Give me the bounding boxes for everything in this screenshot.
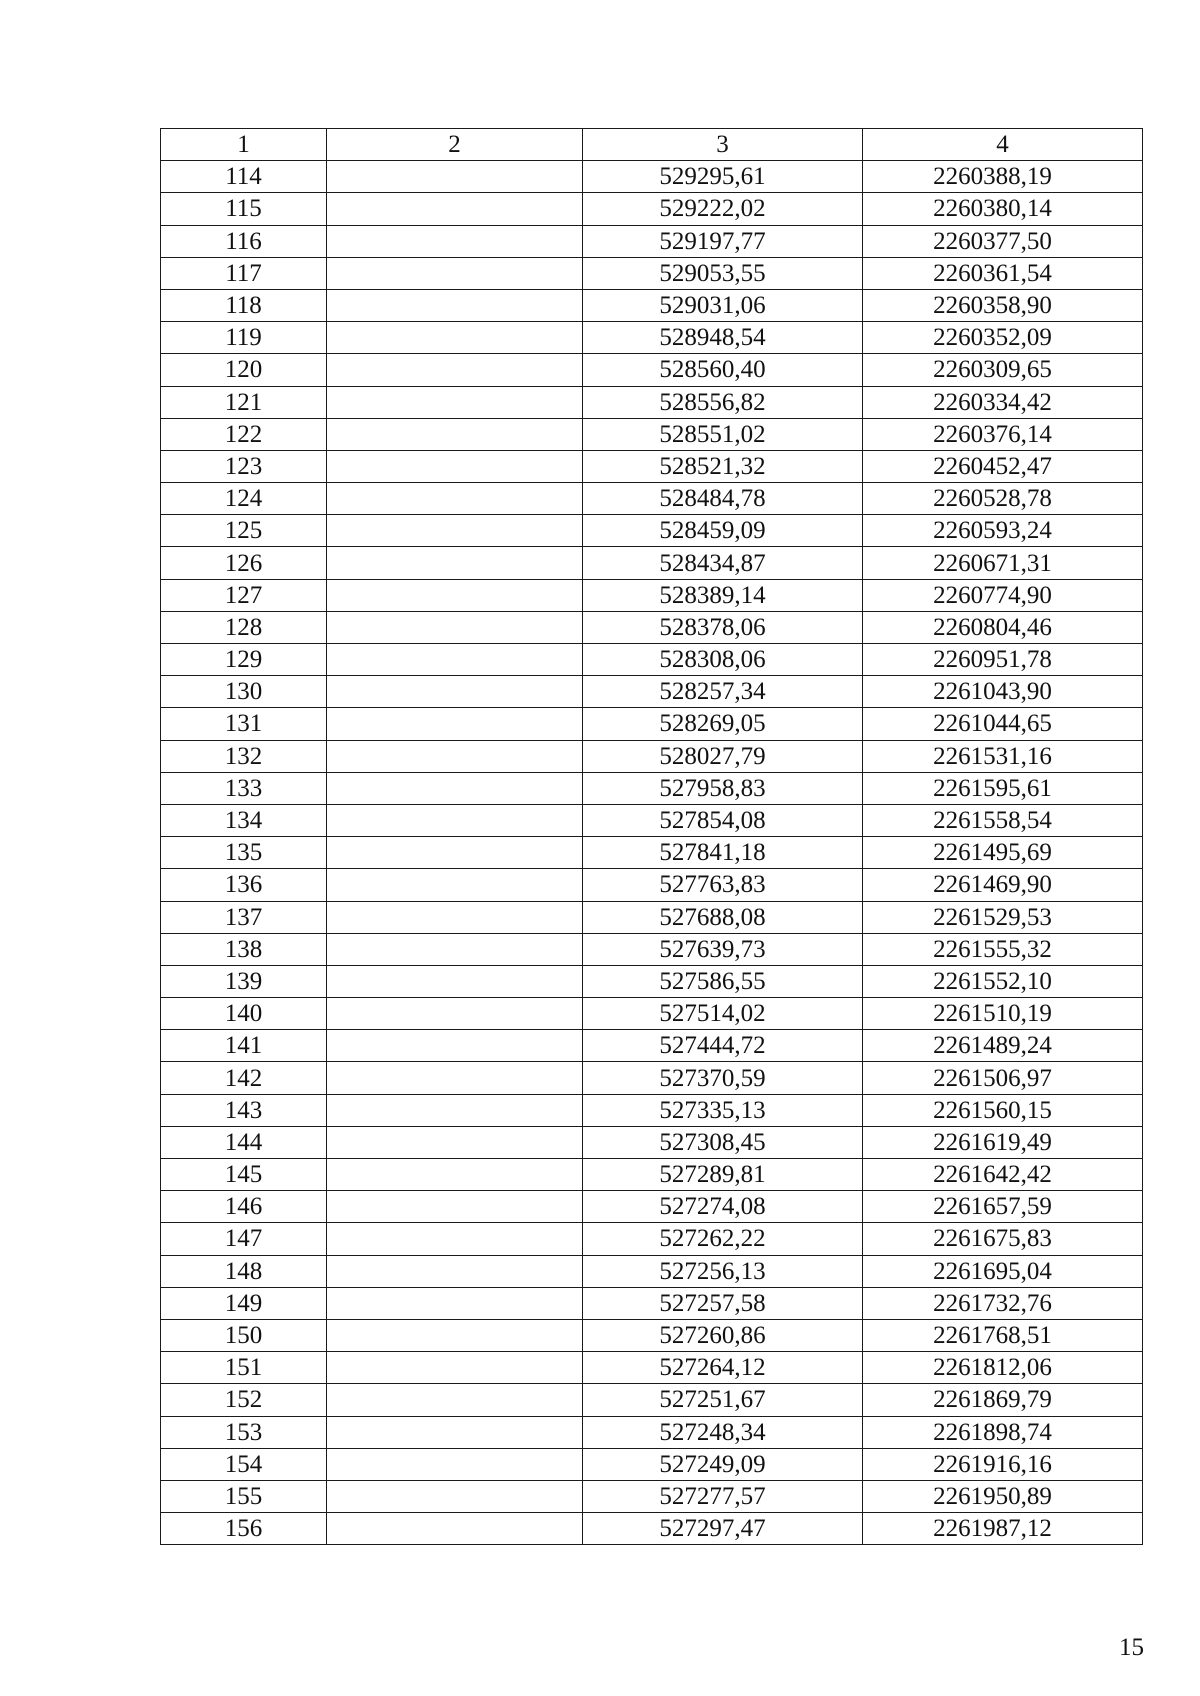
point-number-cell: 148: [161, 1255, 327, 1287]
description-cell: [327, 804, 583, 836]
description-cell: [327, 1062, 583, 1094]
coordinate-y-cell: 2261987,12: [863, 1513, 1143, 1545]
coordinate-x-cell: 527854,08: [583, 804, 863, 836]
point-number-cell: 135: [161, 837, 327, 869]
table-row: [161, 418, 1143, 450]
coordinate-x-cell: 527514,02: [583, 998, 863, 1030]
coordinate-y-cell: 2260334,42: [863, 386, 1143, 418]
coordinate-y-cell: 2261531,16: [863, 740, 1143, 772]
coordinate-x-cell: 528551,02: [583, 418, 863, 450]
point-number-cell: 151: [161, 1352, 327, 1384]
table-row: [161, 676, 1143, 708]
point-number-cell: 114: [161, 161, 327, 193]
description-cell: [327, 933, 583, 965]
table-row: [161, 869, 1143, 901]
table-row: [161, 515, 1143, 547]
point-number-cell: 120: [161, 354, 327, 386]
table-row: [161, 289, 1143, 321]
point-number-cell: 147: [161, 1223, 327, 1255]
coordinate-x-cell: 527335,13: [583, 1094, 863, 1126]
table-row: [161, 547, 1143, 579]
coordinate-x-cell: 528484,78: [583, 483, 863, 515]
coordinate-y-cell: 2261510,19: [863, 998, 1143, 1030]
table-row: [161, 611, 1143, 643]
table-row: [161, 257, 1143, 289]
coordinate-x-cell: 527277,57: [583, 1480, 863, 1512]
coordinate-x-cell: 528560,40: [583, 354, 863, 386]
coordinate-x-cell: 527958,83: [583, 772, 863, 804]
point-number-cell: 115: [161, 193, 327, 225]
description-cell: [327, 515, 583, 547]
point-number-cell: 149: [161, 1287, 327, 1319]
coordinate-y-cell: 2260388,19: [863, 161, 1143, 193]
coordinate-y-cell: 2261489,24: [863, 1030, 1143, 1062]
coordinate-y-cell: 2261044,65: [863, 708, 1143, 740]
coordinate-x-cell: 527274,08: [583, 1191, 863, 1223]
description-cell: [327, 1513, 583, 1545]
coordinate-x-cell: 527257,58: [583, 1287, 863, 1319]
coordinate-x-cell: 527297,47: [583, 1513, 863, 1545]
description-cell: [327, 998, 583, 1030]
coordinate-x-cell: 527262,22: [583, 1223, 863, 1255]
description-cell: [327, 1352, 583, 1384]
coordinate-x-cell: 528434,87: [583, 547, 863, 579]
point-number-cell: 155: [161, 1480, 327, 1512]
description-cell: [327, 547, 583, 579]
point-number-cell: 136: [161, 869, 327, 901]
table-row: [161, 1223, 1143, 1255]
point-number-cell: 153: [161, 1416, 327, 1448]
coordinate-x-cell: 527289,81: [583, 1159, 863, 1191]
coordinate-x-cell: 528521,32: [583, 450, 863, 482]
coordinate-x-cell: 528948,54: [583, 322, 863, 354]
point-number-cell: 124: [161, 483, 327, 515]
table-row: [161, 1255, 1143, 1287]
point-number-cell: 152: [161, 1384, 327, 1416]
table-row: [161, 1191, 1143, 1223]
coordinate-y-cell: 2261675,83: [863, 1223, 1143, 1255]
table-row: [161, 1126, 1143, 1158]
coordinate-y-cell: 2260774,90: [863, 579, 1143, 611]
coordinate-y-cell: 2261619,49: [863, 1126, 1143, 1158]
coordinate-x-cell: 527260,86: [583, 1319, 863, 1351]
coordinate-x-cell: 529197,77: [583, 225, 863, 257]
coordinate-x-cell: 528389,14: [583, 579, 863, 611]
coordinate-y-cell: 2261916,16: [863, 1448, 1143, 1480]
point-number-cell: 154: [161, 1448, 327, 1480]
coordinate-x-cell: 528556,82: [583, 386, 863, 418]
point-number-cell: 130: [161, 676, 327, 708]
point-number-cell: 119: [161, 322, 327, 354]
description-cell: [327, 257, 583, 289]
table-row: [161, 837, 1143, 869]
description-cell: [327, 1448, 583, 1480]
description-cell: [327, 193, 583, 225]
table-row: [161, 933, 1143, 965]
coordinate-x-cell: 527586,55: [583, 965, 863, 997]
description-cell: [327, 901, 583, 933]
coordinate-y-cell: 2260593,24: [863, 515, 1143, 547]
table-row: [161, 772, 1143, 804]
coordinate-y-cell: 2260528,78: [863, 483, 1143, 515]
description-cell: [327, 837, 583, 869]
description-cell: [327, 1319, 583, 1351]
description-cell: [327, 1480, 583, 1512]
description-cell: [327, 579, 583, 611]
coordinate-y-cell: 2261869,79: [863, 1384, 1143, 1416]
table-row: [161, 1513, 1143, 1545]
coordinate-y-cell: 2261552,10: [863, 965, 1143, 997]
table-row: [161, 322, 1143, 354]
coordinate-x-cell: 527249,09: [583, 1448, 863, 1480]
point-number-cell: 125: [161, 515, 327, 547]
description-cell: [327, 611, 583, 643]
table-row: [161, 1062, 1143, 1094]
description-cell: [327, 354, 583, 386]
coordinate-y-cell: 2261898,74: [863, 1416, 1143, 1448]
coordinate-x-cell: 528027,79: [583, 740, 863, 772]
description-cell: [327, 418, 583, 450]
header-cell-4: 4: [863, 129, 1143, 161]
coordinate-x-cell: 527256,13: [583, 1255, 863, 1287]
description-cell: [327, 289, 583, 321]
coordinate-y-cell: 2261043,90: [863, 676, 1143, 708]
point-number-cell: 150: [161, 1319, 327, 1351]
description-cell: [327, 1094, 583, 1126]
description-cell: [327, 322, 583, 354]
table-row: [161, 901, 1143, 933]
coordinate-x-cell: 528257,34: [583, 676, 863, 708]
table-row: [161, 1030, 1143, 1062]
description-cell: [327, 740, 583, 772]
table-row: [161, 804, 1143, 836]
header-cell-1: 1: [161, 129, 327, 161]
description-cell: [327, 644, 583, 676]
coordinate-y-cell: 2261506,97: [863, 1062, 1143, 1094]
table-row: [161, 965, 1143, 997]
coordinate-y-cell: 2261555,32: [863, 933, 1143, 965]
table-row: [161, 998, 1143, 1030]
table-row: [161, 161, 1143, 193]
description-cell: [327, 1384, 583, 1416]
coordinate-x-cell: 529222,02: [583, 193, 863, 225]
description-cell: [327, 483, 583, 515]
coordinate-y-cell: 2260951,78: [863, 644, 1143, 676]
coordinate-y-cell: 2260352,09: [863, 322, 1143, 354]
description-cell: [327, 1030, 583, 1062]
table-row: [161, 740, 1143, 772]
table-row: [161, 1094, 1143, 1126]
coordinate-x-cell: 529031,06: [583, 289, 863, 321]
description-cell: [327, 676, 583, 708]
coordinate-y-cell: 2261495,69: [863, 837, 1143, 869]
table-row: [161, 354, 1143, 386]
coordinate-y-cell: 2260671,31: [863, 547, 1143, 579]
point-number-cell: 133: [161, 772, 327, 804]
page-number: 15: [1119, 1634, 1144, 1661]
point-number-cell: 141: [161, 1030, 327, 1062]
coordinate-y-cell: 2261469,90: [863, 869, 1143, 901]
point-number-cell: 139: [161, 965, 327, 997]
coordinate-y-cell: 2261642,42: [863, 1159, 1143, 1191]
description-cell: [327, 1159, 583, 1191]
point-number-cell: 127: [161, 579, 327, 611]
point-number-cell: 118: [161, 289, 327, 321]
point-number-cell: 126: [161, 547, 327, 579]
table-row: [161, 1448, 1143, 1480]
table-row: [161, 1384, 1143, 1416]
description-cell: [327, 1126, 583, 1158]
description-cell: [327, 1416, 583, 1448]
coordinate-x-cell: 527248,34: [583, 1416, 863, 1448]
coordinate-y-cell: 2260804,46: [863, 611, 1143, 643]
table-row: [161, 1352, 1143, 1384]
table-row: [161, 644, 1143, 676]
table-row: [161, 708, 1143, 740]
coordinate-y-cell: 2261558,54: [863, 804, 1143, 836]
coordinate-y-cell: 2261812,06: [863, 1352, 1143, 1384]
point-number-cell: 143: [161, 1094, 327, 1126]
coordinate-x-cell: 527763,83: [583, 869, 863, 901]
table-row: [161, 1159, 1143, 1191]
description-cell: [327, 225, 583, 257]
coordinate-x-cell: 527370,59: [583, 1062, 863, 1094]
coordinate-x-cell: 528308,06: [583, 644, 863, 676]
point-number-cell: 144: [161, 1126, 327, 1158]
point-number-cell: 138: [161, 933, 327, 965]
coordinate-y-cell: 2261732,76: [863, 1287, 1143, 1319]
coordinate-x-cell: 528269,05: [583, 708, 863, 740]
table-row: [161, 1319, 1143, 1351]
point-number-cell: 145: [161, 1159, 327, 1191]
coordinate-y-cell: 2261595,61: [863, 772, 1143, 804]
point-number-cell: 142: [161, 1062, 327, 1094]
point-number-cell: 121: [161, 386, 327, 418]
point-number-cell: 123: [161, 450, 327, 482]
coordinate-y-cell: 2261695,04: [863, 1255, 1143, 1287]
table-row: [161, 450, 1143, 482]
table-row: [161, 483, 1143, 515]
coordinate-x-cell: 527841,18: [583, 837, 863, 869]
point-number-cell: 146: [161, 1191, 327, 1223]
table-body: [161, 161, 1143, 1545]
point-number-cell: 134: [161, 804, 327, 836]
description-cell: [327, 1255, 583, 1287]
point-number-cell: 117: [161, 257, 327, 289]
point-number-cell: 140: [161, 998, 327, 1030]
coordinate-x-cell: 527688,08: [583, 901, 863, 933]
description-cell: [327, 965, 583, 997]
description-cell: [327, 161, 583, 193]
point-number-cell: 131: [161, 708, 327, 740]
description-cell: [327, 386, 583, 418]
description-cell: [327, 1223, 583, 1255]
coordinate-y-cell: 2260361,54: [863, 257, 1143, 289]
point-number-cell: 122: [161, 418, 327, 450]
description-cell: [327, 450, 583, 482]
coordinate-y-cell: 2260376,14: [863, 418, 1143, 450]
description-cell: [327, 1287, 583, 1319]
point-number-cell: 132: [161, 740, 327, 772]
coordinate-x-cell: 527308,45: [583, 1126, 863, 1158]
table-row: [161, 225, 1143, 257]
table-header: [161, 129, 1143, 161]
table-row: [161, 579, 1143, 611]
coordinate-y-cell: 2260452,47: [863, 450, 1143, 482]
header-cell-3: 3: [583, 129, 863, 161]
coordinate-y-cell: 2260358,90: [863, 289, 1143, 321]
point-number-cell: 129: [161, 644, 327, 676]
description-cell: [327, 869, 583, 901]
coordinate-x-cell: 527264,12: [583, 1352, 863, 1384]
description-cell: [327, 1191, 583, 1223]
table-row: [161, 1287, 1143, 1319]
coordinates-table: [160, 128, 1143, 1545]
coordinate-x-cell: 527444,72: [583, 1030, 863, 1062]
description-cell: [327, 708, 583, 740]
coordinate-x-cell: 528378,06: [583, 611, 863, 643]
table-row: [161, 193, 1143, 225]
coordinate-x-cell: 527251,67: [583, 1384, 863, 1416]
point-number-cell: 137: [161, 901, 327, 933]
coordinate-y-cell: 2260377,50: [863, 225, 1143, 257]
coordinate-x-cell: 529295,61: [583, 161, 863, 193]
coordinate-y-cell: 2261950,89: [863, 1480, 1143, 1512]
coordinate-y-cell: 2261560,15: [863, 1094, 1143, 1126]
table-row: [161, 386, 1143, 418]
description-cell: [327, 772, 583, 804]
coordinate-y-cell: 2261657,59: [863, 1191, 1143, 1223]
header-row: [161, 129, 1143, 161]
coordinate-y-cell: 2261768,51: [863, 1319, 1143, 1351]
coordinate-x-cell: 529053,55: [583, 257, 863, 289]
table-row: [161, 1416, 1143, 1448]
coordinate-y-cell: 2260380,14: [863, 193, 1143, 225]
coordinate-y-cell: 2260309,65: [863, 354, 1143, 386]
point-number-cell: 116: [161, 225, 327, 257]
point-number-cell: 156: [161, 1513, 327, 1545]
header-cell-2: 2: [327, 129, 583, 161]
table-row: [161, 1480, 1143, 1512]
coordinate-y-cell: 2261529,53: [863, 901, 1143, 933]
coordinate-x-cell: 528459,09: [583, 515, 863, 547]
coordinate-x-cell: 527639,73: [583, 933, 863, 965]
point-number-cell: 128: [161, 611, 327, 643]
